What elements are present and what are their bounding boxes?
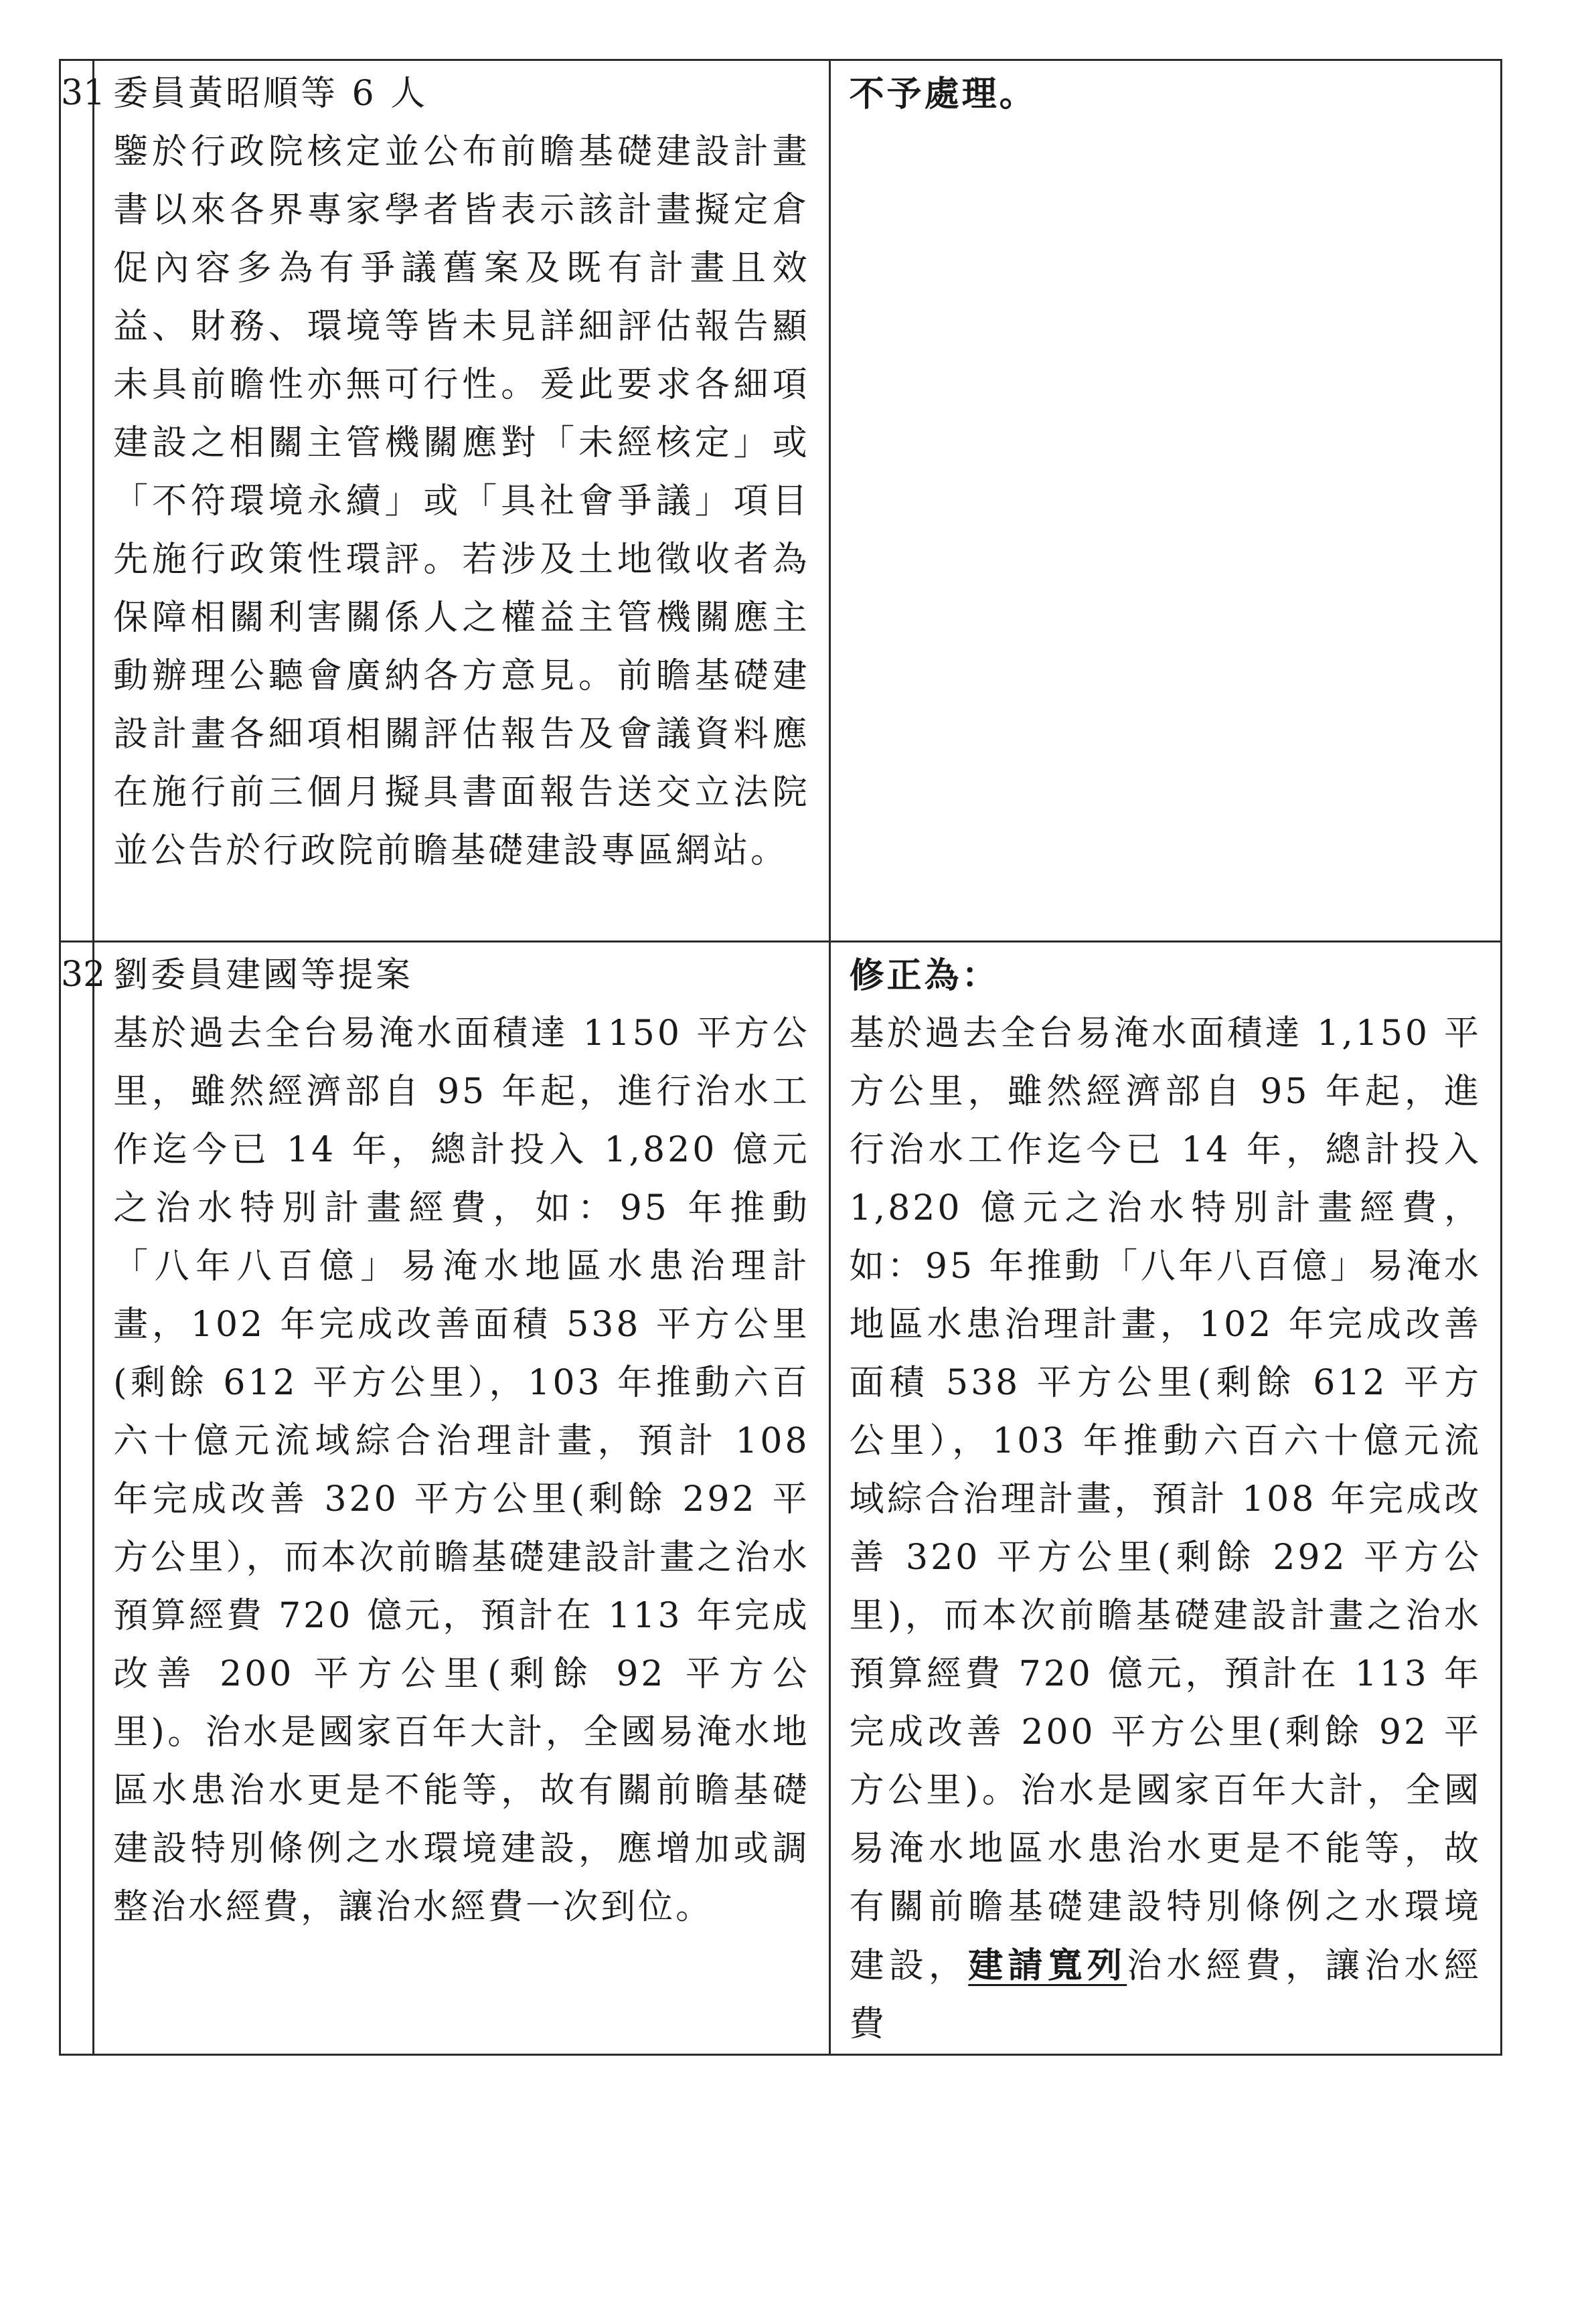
row-number: 31 — [60, 60, 94, 942]
resolution-cell — [829, 942, 1501, 2055]
resolution-text-after: 治水經費，讓治水經費 — [849, 1946, 1482, 2044]
table-row — [60, 60, 1502, 942]
proposer: 委員黃昭順等 6 人 — [113, 74, 428, 114]
table-row — [60, 942, 1502, 2055]
resolution-text-before: 基於過去全台易淹水面積達 1,150 平方公里，雖然經濟部自 95 年起，進行治水工作迄今已 14 年，總計投入 1,820 億元之治水特別計畫經費，如：95 年推動「八年八百億」易淹水地區水患治理計畫，102 年完成改善面積 538 平方公里(剩餘 612 平方公里），103 年推動六百六十億元流域綜合治理計畫，預計 108 年完成改善 320 平方公里(剩餘 292 平方公里)，而本次前瞻基礎建設計畫之治水預算經費 720 億元，預計在 113 年完成改善 200 平方公里(剩餘 92 平方公里)。治水是國家百年大計，全國易淹水地區水患治水更是不能等，故有關前瞻基礎建設特別條例之水環境建設， — [849, 1013, 1482, 1986]
resolution-emphasis: 建請寬列 — [968, 1945, 1127, 1986]
proposal-table — [59, 59, 1502, 2056]
proposal-text: 鑒於行政院核定並公布前瞻基礎建設計畫書以來各界專家學者皆表示該計畫擬定倉促內容多為有爭議舊案及既有計畫且效益、財務、環境等皆未見詳細評估報告顯未具前瞻性亦無可行性。爰此要求各細項建設之相關主管機關應對「未經核定」或「不符環境永續」或「具社會爭議」項目先施行政策性環評。若涉及土地徵收者為保障相關利害關係人之權益主管機關應主動辦理公聽會廣納各方意見。前瞻基礎建設計畫各細項相關評估報告及會議資料應在施行前三個月擬具書面報告送交立法院並公告於行政院前瞻基礎建設專區網站。 — [113, 132, 810, 871]
proposal-cell — [94, 942, 830, 2055]
row-number: 32 — [60, 942, 94, 2055]
proposal-text: 基於過去全台易淹水面積達 1150 平方公里，雖然經濟部自 95 年起，進行治水工作迄今已 14 年，總計投入 1,820 億元之治水特別計畫經費，如：95 年推動「八年八百億」易淹水地區水患治理計畫，102 年完成改善面積 538 平方公里(剩餘 612 平方公里），103 年推動六百六十億元流域綜合治理計畫，預計 108 年完成改善 320 平方公里(剩餘 292 平方公里），而本次前瞻基礎建設計畫之治水預算經費 720 億元，預計在 113 年完成改善 200 平方公里(剩餘 92 平方公里)。治水是國家百年大計，全國易淹水地區水患治水更是不能等，故有關前瞻基礎建設特別條例之水環境建設，應增加或調整治水經費，讓治水經費一次到位。 — [113, 1013, 810, 1927]
resolution-cell — [829, 60, 1501, 942]
resolution-text — [850, 1005, 1482, 2054]
proposer: 劉委員建國等提案 — [113, 955, 414, 995]
proposal-cell — [94, 60, 830, 942]
resolution-heading: 修正為： — [849, 955, 1000, 996]
resolution-heading: 不予處理。 — [849, 74, 1037, 114]
